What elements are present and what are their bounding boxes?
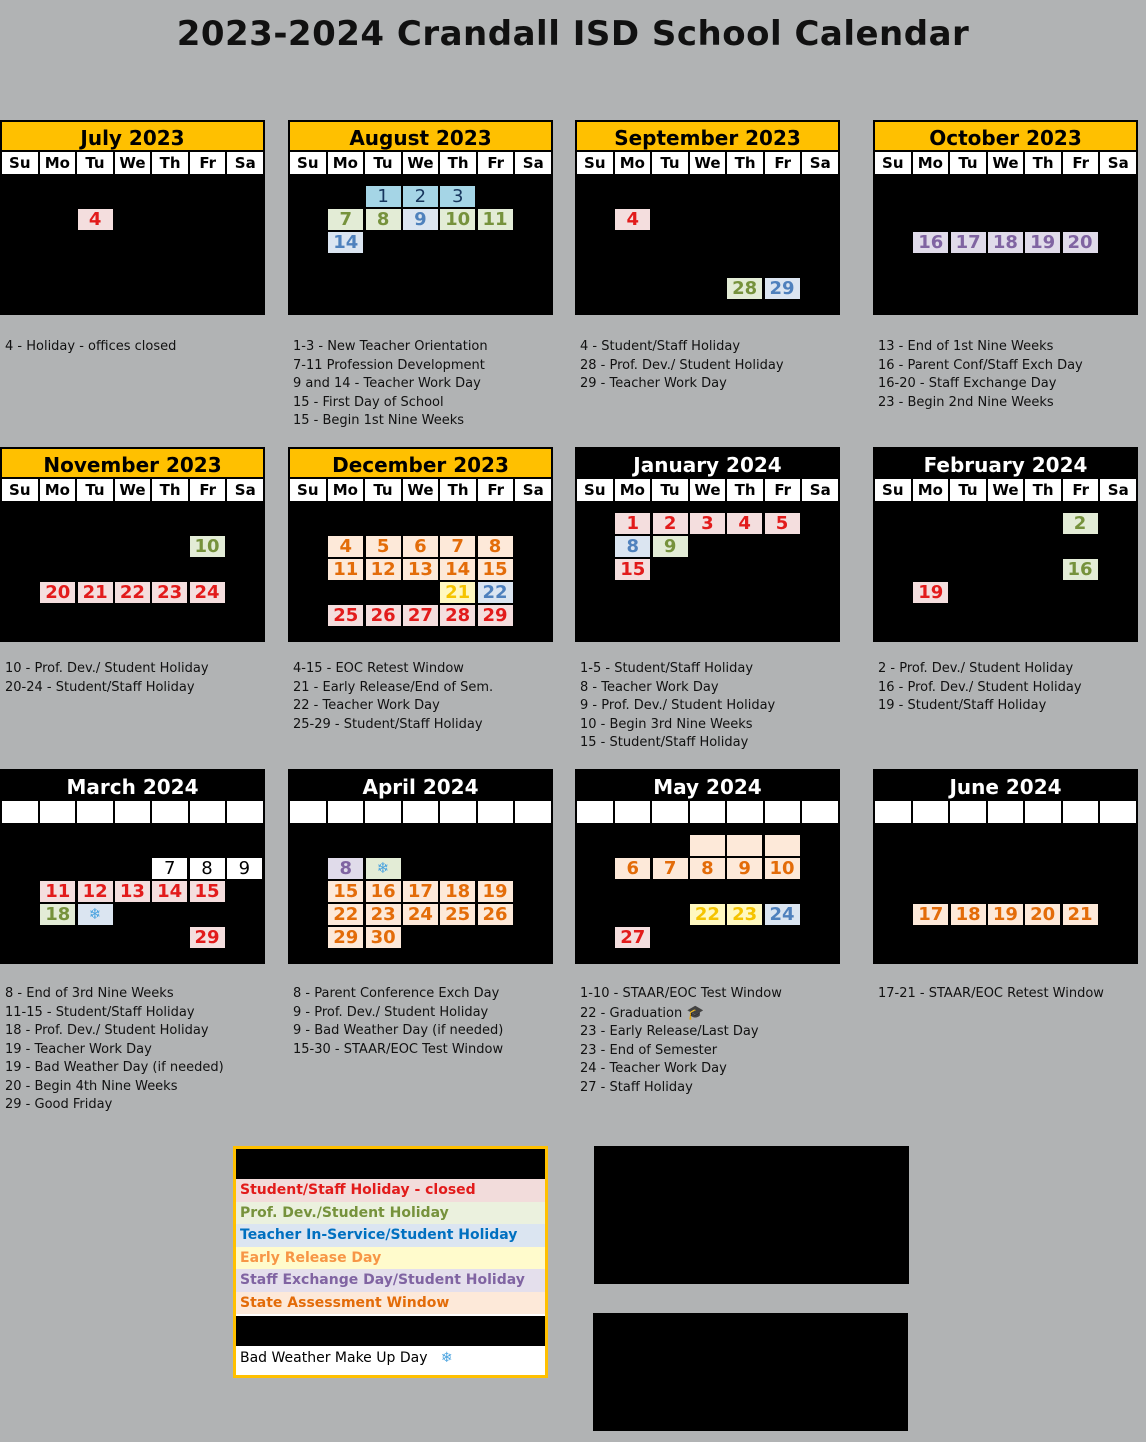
legend-item: State Assessment Window	[236, 1292, 545, 1315]
month-title: June 2024	[873, 769, 1138, 801]
calendar-day: 9	[653, 536, 688, 557]
calendar-day: 23	[366, 904, 401, 925]
calendar-day: 21	[440, 582, 475, 603]
note-line: 16 - Parent Conf/Staff Exch Day	[878, 357, 1083, 373]
calendar-day: 17	[951, 232, 986, 253]
calendar-day: 9	[727, 858, 762, 879]
note-line: 23 - End of Semester	[580, 1042, 718, 1058]
weekday-label: We	[988, 479, 1024, 501]
calendar-day: 8	[366, 209, 401, 230]
calendar-day: 2	[1063, 513, 1098, 534]
calendar-day: 6	[403, 536, 438, 557]
weekday-header	[873, 152, 1138, 174]
weekday-label	[77, 801, 113, 823]
month-july-2023	[0, 120, 265, 315]
note-line: 9 - Prof. Dev./ Student Holiday	[293, 1004, 489, 1020]
calendar-day: 17	[913, 904, 948, 925]
weekday-label: Fr	[190, 479, 226, 501]
calendar-day: 22	[328, 904, 363, 925]
calendar-day: 22	[478, 582, 513, 603]
weekday-label	[2, 801, 38, 823]
weekday-label	[40, 801, 76, 823]
weekday-label	[152, 801, 188, 823]
calendar-day: 2	[653, 513, 688, 534]
calendar-day: 7	[653, 858, 688, 879]
calendar-day: 9	[227, 858, 262, 879]
calendar-day: 15	[478, 559, 513, 580]
calendar-day: 21	[1063, 904, 1098, 925]
weekday-label: Fr	[478, 479, 514, 501]
month-title: March 2024	[0, 769, 265, 801]
calendar-day: 29	[328, 927, 363, 948]
weekday-label	[727, 801, 763, 823]
weekday-label: Mo	[913, 479, 949, 501]
weekday-label	[190, 801, 226, 823]
legend-item: Early Release Day	[236, 1247, 545, 1270]
weekday-label: Mo	[328, 152, 364, 174]
calendar-day: 18	[40, 904, 75, 925]
calendar-day	[690, 835, 725, 856]
note-line: 24 - Teacher Work Day	[580, 1061, 727, 1076]
month-notes	[580, 660, 860, 753]
note-line: 29 - Teacher Work Day	[580, 376, 727, 391]
note-line: 1-10 - STAAR/EOC Test Window	[580, 986, 782, 1001]
graduation-cap-icon: 🎓	[682, 1004, 705, 1021]
month-notes	[5, 985, 285, 1115]
weekday-label: We	[690, 479, 726, 501]
weekday-label: Tu	[77, 479, 113, 501]
calendar-day: 15	[190, 881, 225, 902]
weekday-label	[690, 801, 726, 823]
page-title: 2023-2024 Crandall ISD School Calendar	[176, 14, 970, 54]
weekday-label: Sa	[515, 479, 551, 501]
month-november-2023	[0, 447, 265, 642]
calendar-day: 15	[615, 559, 650, 580]
calendar-day: 7	[328, 209, 363, 230]
note-line: 21 - Early Release/End of Sem.	[293, 679, 494, 695]
weekday-label: Th	[727, 479, 763, 501]
calendar-day: 17	[403, 881, 438, 902]
weekday-label: Sa	[1100, 152, 1136, 174]
weekday-label	[1063, 801, 1099, 823]
weekday-label: Mo	[913, 152, 949, 174]
weekday-label	[365, 801, 401, 823]
note-line: 9 and 14 - Teacher Work Day	[293, 376, 481, 391]
month-title: September 2023	[575, 120, 840, 152]
month-notes	[293, 338, 573, 431]
calendar-day: 18	[440, 881, 475, 902]
note-line: 4 - Holiday - offices closed	[5, 339, 177, 354]
weekday-header	[288, 801, 553, 823]
weekday-label: Tu	[652, 479, 688, 501]
weekday-label: Tu	[365, 152, 401, 174]
note-line: 19 - Bad Weather Day (if needed)	[5, 1060, 224, 1075]
weekday-label: Su	[290, 479, 326, 501]
note-line: 20-24 - Student/Staff Holiday	[5, 679, 195, 695]
legend-bad-weather-label: Bad Weather Make Up Day	[240, 1350, 428, 1366]
note-line: 15-30 - STAAR/EOC Test Window	[293, 1041, 504, 1057]
calendar-day: 28	[727, 278, 762, 299]
weekday-label: Su	[2, 152, 38, 174]
calendar-day: 3	[440, 186, 475, 207]
calendar-day: 29	[765, 278, 800, 299]
month-january-2024	[575, 447, 840, 642]
month-title: January 2024	[575, 447, 840, 479]
calendar-day: 10	[440, 209, 475, 230]
weekday-label	[290, 801, 326, 823]
note-line: 19 - Student/Staff Holiday	[878, 698, 1047, 713]
note-line: 15 - Student/Staff Holiday	[580, 735, 749, 750]
calendar-day: 29	[190, 927, 225, 948]
calendar-day: 26	[366, 605, 401, 626]
calendar-day: 25	[440, 904, 475, 925]
calendar-day: 26	[478, 904, 513, 925]
legend-items	[236, 1179, 545, 1314]
month-may-2024	[575, 769, 840, 964]
weekday-label: Su	[577, 479, 613, 501]
month-september-2023	[575, 120, 840, 315]
weekday-label	[875, 801, 911, 823]
note-line: 29 - Good Friday	[5, 1097, 113, 1112]
month-notes	[878, 338, 1146, 412]
calendar-day: 23	[152, 582, 187, 603]
weekday-label: Fr	[765, 152, 801, 174]
month-april-2024	[288, 769, 553, 964]
calendar-day: 10	[190, 536, 225, 557]
weekday-label	[988, 801, 1024, 823]
calendar-day: 16	[913, 232, 948, 253]
calendar-day: 20	[1063, 232, 1098, 253]
month-notes	[5, 338, 285, 357]
calendar-day: 24	[403, 904, 438, 925]
month-notes	[878, 660, 1146, 716]
calendar-day: 8	[478, 536, 513, 557]
weekday-label: Sa	[802, 479, 838, 501]
note-line: 8 - Parent Conference Exch Day	[293, 986, 500, 1001]
note-line: 19 - Teacher Work Day	[5, 1041, 152, 1057]
calendar-day: 11	[40, 881, 75, 902]
note-line: 9 - Bad Weather Day (if needed)	[293, 1023, 504, 1038]
weekday-label: Fr	[1063, 479, 1099, 501]
weekday-label: We	[403, 479, 439, 501]
month-title: October 2023	[873, 120, 1138, 152]
weekday-label: Sa	[227, 152, 263, 174]
month-notes	[878, 985, 1146, 1004]
legend-item: Prof. Dev./Student Holiday	[236, 1202, 545, 1225]
calendar-day: 4	[615, 209, 650, 230]
weekday-label	[440, 801, 476, 823]
note-line: 18 - Prof. Dev./ Student Holiday	[5, 1023, 209, 1038]
weekday-label	[950, 801, 986, 823]
weekday-label: Mo	[615, 152, 651, 174]
weekday-label	[403, 801, 439, 823]
snowflake-icon: ❄	[78, 904, 113, 925]
note-line: 16 - Prof. Dev./ Student Holiday	[878, 679, 1082, 695]
weekday-label	[765, 801, 801, 823]
calendar-day: 24	[765, 904, 800, 925]
calendar-day: 11	[328, 559, 363, 580]
weekday-label: Fr	[478, 152, 514, 174]
note-line: 8 - Teacher Work Day	[580, 679, 719, 695]
note-line: 16-20 - Staff Exchange Day	[878, 376, 1057, 391]
weekday-label: Th	[1025, 479, 1061, 501]
weekday-label	[115, 801, 151, 823]
calendar-day: 18	[988, 232, 1023, 253]
calendar-day: 19	[913, 582, 948, 603]
weekday-label: Tu	[652, 152, 688, 174]
calendar-day: 4	[328, 536, 363, 557]
month-june-2024	[873, 769, 1138, 964]
note-line: 8 - End of 3rd Nine Weeks	[5, 986, 174, 1001]
note-line: 22 - Teacher Work Day	[293, 698, 440, 713]
month-notes	[293, 660, 573, 734]
calendar-day: 1	[615, 513, 650, 534]
calendar-day: 30	[366, 927, 401, 948]
weekday-label	[1100, 801, 1136, 823]
month-notes	[580, 338, 860, 394]
calendar-day: 7	[440, 536, 475, 557]
note-line: 10 - Prof. Dev./ Student Holiday	[5, 661, 209, 676]
weekday-label: Th	[440, 152, 476, 174]
calendar-day: 27	[615, 927, 650, 948]
legend	[233, 1146, 548, 1378]
weekday-label: Sa	[802, 152, 838, 174]
calendar-day: 14	[440, 559, 475, 580]
weekday-header	[873, 801, 1138, 823]
month-title: April 2024	[288, 769, 553, 801]
calendar-day: 22	[690, 904, 725, 925]
calendar-day: 27	[403, 605, 438, 626]
weekday-label	[913, 801, 949, 823]
note-line: 20 - Begin 4th Nine Weeks	[5, 1078, 178, 1094]
calendar-day: 6	[615, 858, 650, 879]
weekday-label: Su	[290, 152, 326, 174]
weekday-label	[652, 801, 688, 823]
weekday-label: We	[403, 152, 439, 174]
month-august-2023	[288, 120, 553, 315]
calendar-day: 12	[366, 559, 401, 580]
note-line: 1-5 - Student/Staff Holiday	[580, 661, 754, 676]
calendar-day: 8	[190, 858, 225, 879]
note-line: 4 - Student/Staff Holiday	[580, 339, 741, 354]
note-line: 7-11 Profession Development	[293, 357, 485, 373]
snowflake-icon: ❄	[366, 858, 401, 879]
note-line: 28 - Prof. Dev./ Student Holiday	[580, 357, 784, 373]
legend-bad-weather	[236, 1346, 545, 1370]
calendar-day: 19	[1025, 232, 1060, 253]
weekday-label: Mo	[615, 479, 651, 501]
month-march-2024	[0, 769, 265, 964]
blank-box-top	[594, 1146, 909, 1284]
weekday-label	[478, 801, 514, 823]
note-line: 2 - Prof. Dev./ Student Holiday	[878, 661, 1074, 676]
calendar-day: 16	[366, 881, 401, 902]
weekday-label: Tu	[77, 152, 113, 174]
weekday-label	[328, 801, 364, 823]
note-line: 9 - Prof. Dev./ Student Holiday	[580, 698, 776, 713]
calendar-day: 5	[366, 536, 401, 557]
calendar-day: 23	[727, 904, 762, 925]
weekday-label: Su	[577, 152, 613, 174]
calendar-day: 4	[78, 209, 113, 230]
weekday-label: We	[988, 152, 1024, 174]
weekday-label: Sa	[1100, 479, 1136, 501]
month-title: December 2023	[288, 447, 553, 479]
calendar-day: 25	[328, 605, 363, 626]
weekday-header	[575, 479, 840, 501]
calendar-day: 8	[328, 858, 363, 879]
legend-item: Teacher In-Service/Student Holiday	[236, 1224, 545, 1247]
weekday-header	[873, 479, 1138, 501]
weekday-label: Mo	[40, 152, 76, 174]
note-line: 27 - Staff Holiday	[580, 1079, 693, 1095]
weekday-label	[1025, 801, 1061, 823]
note-line: 11-15 - Student/Staff Holiday	[5, 1004, 195, 1020]
weekday-label	[227, 801, 263, 823]
note-line: 22 - Graduation 🎓	[580, 1004, 705, 1021]
calendar-day: 8	[690, 858, 725, 879]
calendar-day: 3	[690, 513, 725, 534]
weekday-label: Tu	[950, 152, 986, 174]
calendar-day: 29	[478, 605, 513, 626]
calendar-day: 10	[765, 858, 800, 879]
weekday-label: We	[115, 152, 151, 174]
weekday-label: We	[115, 479, 151, 501]
weekday-label: Fr	[190, 152, 226, 174]
note-line: 23 - Begin 2nd Nine Weeks	[878, 394, 1054, 410]
legend-spacer	[236, 1316, 545, 1346]
calendar-day: 19	[478, 881, 513, 902]
weekday-label: Th	[1025, 152, 1061, 174]
calendar-day: 16	[1063, 559, 1098, 580]
weekday-label: Th	[727, 152, 763, 174]
note-line: 25-29 - Student/Staff Holiday	[293, 716, 483, 732]
snowflake-icon: ❄	[431, 1350, 453, 1366]
month-february-2024	[873, 447, 1138, 642]
month-notes	[5, 660, 285, 697]
weekday-label: Su	[875, 479, 911, 501]
month-title: February 2024	[873, 447, 1138, 479]
calendar-day: 2	[403, 186, 438, 207]
calendar-day: 1	[366, 186, 401, 207]
weekday-label: Th	[152, 152, 188, 174]
calendar-day: 28	[440, 605, 475, 626]
calendar-day	[765, 835, 800, 856]
calendar-day: 20	[1025, 904, 1060, 925]
weekday-header	[0, 152, 265, 174]
calendar-day	[727, 835, 762, 856]
calendar-day: 8	[615, 536, 650, 557]
note-line: 15 - First Day of School	[293, 394, 444, 410]
month-october-2023	[873, 120, 1138, 315]
calendar-day: 21	[78, 582, 113, 603]
note-line: 1-3 - New Teacher Orientation	[293, 339, 488, 354]
weekday-label	[515, 801, 551, 823]
calendar-day: 7	[152, 858, 187, 879]
calendar-day: 24	[190, 582, 225, 603]
calendar-day: 13	[115, 881, 150, 902]
weekday-label: Sa	[515, 152, 551, 174]
weekday-label	[577, 801, 613, 823]
legend-item: Student/Staff Holiday - closed	[236, 1179, 545, 1202]
weekday-label	[615, 801, 651, 823]
blank-box-bottom	[593, 1313, 908, 1431]
weekday-label: Fr	[1063, 152, 1099, 174]
month-title: November 2023	[0, 447, 265, 479]
weekday-label: Mo	[40, 479, 76, 501]
month-notes	[293, 985, 573, 1059]
calendar-day: 14	[328, 232, 363, 253]
weekday-label: Th	[152, 479, 188, 501]
calendar-day: 22	[115, 582, 150, 603]
month-title: May 2024	[575, 769, 840, 801]
calendar-day: 11	[478, 209, 513, 230]
weekday-label	[802, 801, 838, 823]
calendar-day: 18	[951, 904, 986, 925]
calendar-day: 19	[988, 904, 1023, 925]
note-line: 15 - Begin 1st Nine Weeks	[293, 413, 465, 428]
note-line: 13 - End of 1st Nine Weeks	[878, 339, 1054, 354]
weekday-header	[0, 479, 265, 501]
weekday-label: Th	[440, 479, 476, 501]
weekday-label: Sa	[227, 479, 263, 501]
note-line: 23 - Early Release/Last Day	[580, 1024, 759, 1039]
calendar-day: 14	[152, 881, 187, 902]
weekday-header	[288, 152, 553, 174]
calendar-day: 13	[403, 559, 438, 580]
month-title: August 2023	[288, 120, 553, 152]
calendar-day: 5	[765, 513, 800, 534]
calendar-day: 4	[727, 513, 762, 534]
weekday-label: Tu	[365, 479, 401, 501]
calendar-day: 15	[328, 881, 363, 902]
month-december-2023	[288, 447, 553, 642]
weekday-header	[575, 152, 840, 174]
month-notes	[580, 985, 860, 1097]
weekday-label: Tu	[950, 479, 986, 501]
legend-item: Staff Exchange Day/Student Holiday	[236, 1269, 545, 1292]
weekday-label: Su	[875, 152, 911, 174]
weekday-label: We	[690, 152, 726, 174]
legend-header	[236, 1149, 545, 1179]
note-line: 4-15 - EOC Retest Window	[293, 661, 464, 676]
weekday-header	[575, 801, 840, 823]
note-line: 10 - Begin 3rd Nine Weeks	[580, 716, 753, 732]
note-line: 17-21 - STAAR/EOC Retest Window	[878, 986, 1104, 1001]
calendar-day: 20	[40, 582, 75, 603]
month-title: July 2023	[0, 120, 265, 152]
weekday-label: Fr	[765, 479, 801, 501]
calendar-day: 12	[78, 881, 113, 902]
weekday-header	[288, 479, 553, 501]
weekday-header	[0, 801, 265, 823]
weekday-label: Mo	[328, 479, 364, 501]
weekday-label: Su	[2, 479, 38, 501]
calendar-day: 9	[403, 209, 438, 230]
